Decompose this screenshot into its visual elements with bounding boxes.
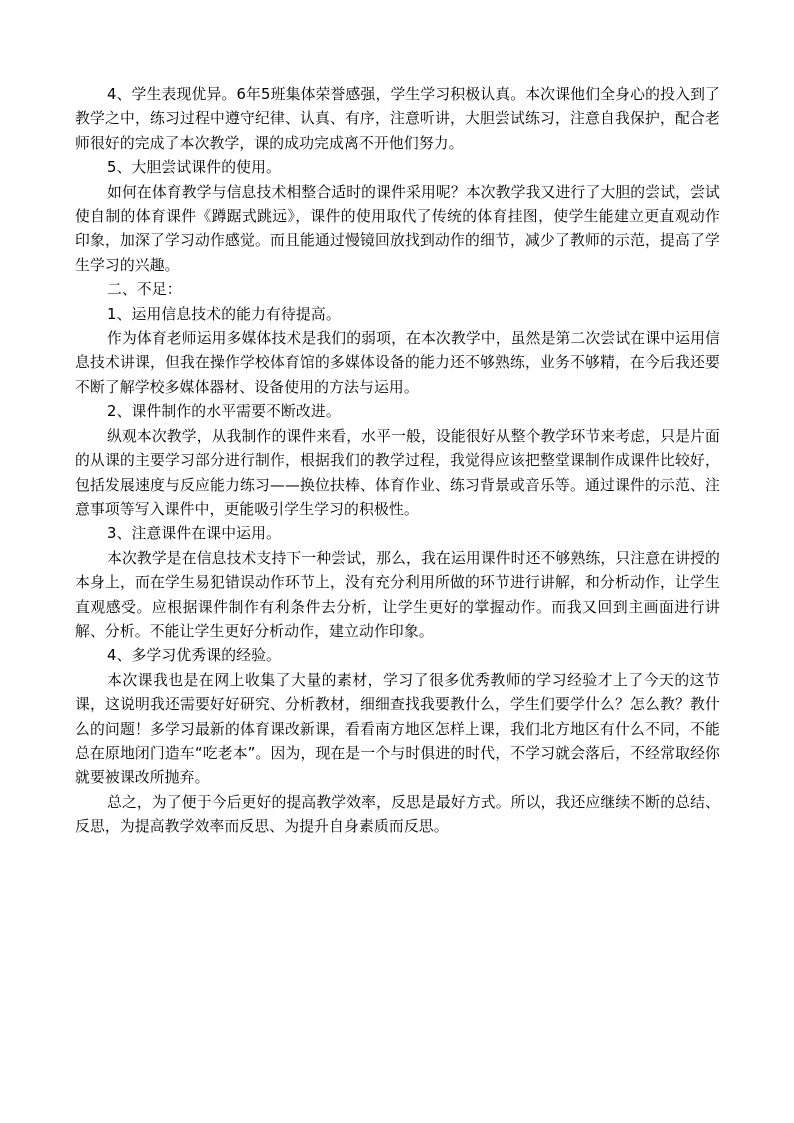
paragraph-conclusion: 总之，为了便于今后更好的提高教学效率，反思是最好方式。所以，我还应继续不断的总结、反思，为提高教学效率而反思、为提升自身素质而反思。 — [75, 793, 720, 836]
heading-learn-experience: 4、多学习优秀课的经验。 — [107, 647, 281, 665]
paragraph-it-ability: 作为体育老师运用多媒体技术是我们的弱项，在本次教学中，虽然是第二次尝试在课中运用信息技术讲课，但我在操作学校体育馆的多媒体设备的能力还不够熟练，业务不够精，在今后我还要不断了解学校多媒体器材、设备使用的方法与运用。 — [75, 330, 720, 396]
paragraph-courseware-production: 纵观本次教学，从我制作的课件来看，水平一般，设能很好从整个教学环节来考虑，只是片面的从课的主要学习部分进行制作，根据我们的教学过程，我觉得应该把整堂课制作成课件比较好，包括发展速度与反应能力练习——换位扶棒、体育作业、练习背景或音乐等。通过课件的示范、注意事项等写入课件中，更能吸引学生学习的积极性。 — [75, 427, 720, 518]
paragraph-courseware-in-class: 本次教学是在信息技术支持下一种尝试，那么，我在运用课件时还不够熟练，只注意在讲授的本身上，而在学生易犯错误动作环节上，没有充分利用所做的环节进行讲解，和分析动作，让学生直观感受。应根据课件制作有利条件去分析，让学生更好的掌握动作。而我又回到主画面进行讲解、分析。不能让学生更好分析动作，建立动作印象。 — [75, 549, 720, 640]
heading-courseware-usage: 5、大胆尝试课件的使用。 — [107, 159, 281, 177]
paragraph-learn-experience: 本次课我也是在网上收集了大量的素材，学习了很多优秀教师的学习经验才上了今天的这节课，这说明我还需要好好研究、分析教材，细细查找我要教什么，学生们要学什么？怎么教？教什么的问题！多学习最新的体育课改新课，看看南方地区怎样上课，我们北方地区有什么不同，不能总在原地闭门造车“吃老本”。因为，现在是一个与时俱进的时代，不学习就会落后，不经常取经你就要被课改所抛弃。 — [75, 671, 720, 787]
heading-courseware-production: 2、课件制作的水平需要不断改进。 — [107, 403, 341, 421]
heading-it-ability: 1、运用信息技术的能力有待提高。 — [107, 305, 341, 323]
paragraph-courseware-usage: 如何在体育教学与信息技术相整合适时的课件采用呢？本次教学我又进行了大胆的尝试，尝试使自制的体育课件《蹲踞式跳远》，课件的使用取代了传统的体育挂图，使学生能建立更直观动作印象，加深了学习动作感觉。而且能通过慢镜回放找到动作的细节，减少了教师的示范，提高了学生学习的兴趣。 — [75, 183, 720, 274]
heading-courseware-in-class: 3、注意课件在课中运用。 — [107, 525, 281, 543]
heading-shortcomings: 二、不足： — [107, 281, 182, 299]
paragraph-student-performance: 4、学生表现优异。6年5班集体荣誉感强，学生学习积极认真。本次课他们全身心的投入到了教学之中，练习过程中遵守纪律、认真、有序，注意听讲，大胆尝试练习，注意自我保护，配合老师很好的完成了本次教学，课的成功完成离不开他们努力。 — [75, 86, 720, 152]
document-page — [75, 83, 720, 840]
